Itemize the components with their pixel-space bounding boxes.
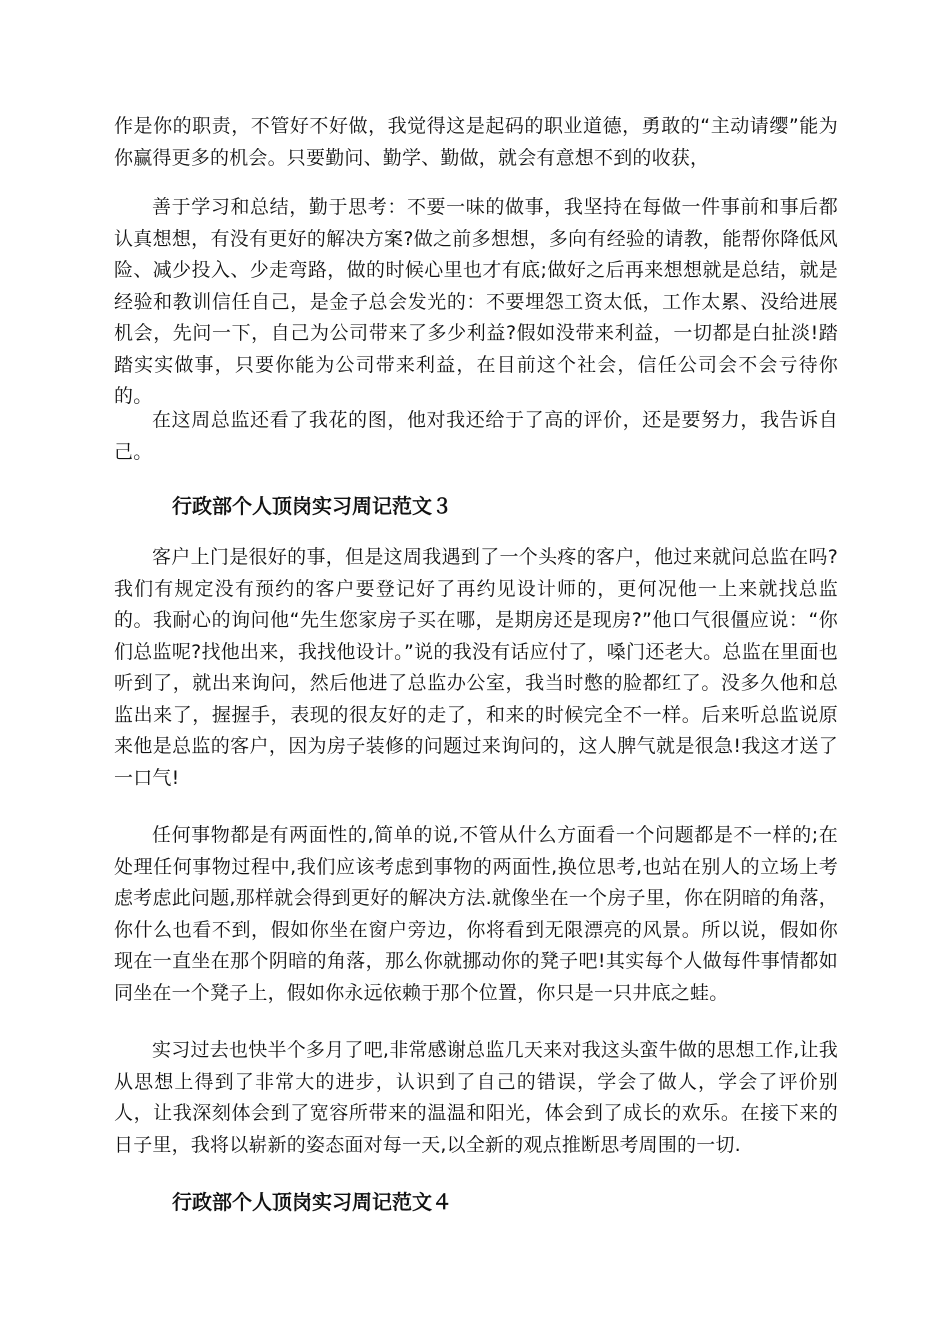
paragraph-continuation: 作是你的职责，不管好不好做，我觉得这是起码的职业道德，勇敢的“主动请缨”能为你赢得更多的机会。只要勤问、勤学、勤做，就会有意想不到的收获， (114, 115, 838, 169)
paragraph-director-review: 在这周总监还看了我花的图，他对我还给于了高的评价，还是要努力，我告诉自己。 (114, 409, 838, 463)
section-heading-4: 行政部个人顶岗实习周记范文４ (172, 1190, 452, 1214)
paragraph-half-month-reflection: 实习过去也快半个多月了吧,非常感谢总监几天来对我这头蛮牛做的思想工作,让我从思想上得到了非常大的进步，认识到了自己的错误，学会了做人，学会了评价别人，让我深刻体会到了宽容所带来的温温和阳光，体会到了成长的欢乐。在接下来的日子里，我将以崭新的姿态面对每一天,以全新的观点推断思考周围的一切. (114, 1039, 838, 1156)
section-heading-3: 行政部个人顶岗实习周记范文３ (172, 494, 452, 518)
paragraph-difficult-client: 客户上门是很好的事，但是这周我遇到了一个头疼的客户，他过来就问总监在吗?我们有规定没有预约的客户要登记好了再约见设计师的，更何况他一上来就找总监的。我耐心的询问他“先生您家房子买在哪，是期房还是现房?”他口气很僵应说：“你们总监呢?找他出来，我找他设计。”说的我没有话应付了，嗓门还老大。总监在里面也听到了，就出来询问，然后他进了总监办公室，我当时憋的脸都红了。没多久他和总监出来了，握握手，表现的很友好的走了，和来的时候完全不一样。后来听总监说原来他是总监的客户，因为房子装修的问题过来询问的，这人脾气就是很急!我这才送了一口气! (114, 546, 838, 789)
paragraph-two-sides: 任何事物都是有两面性的,简单的说,不管从什么方面看一个问题都是不一样的;在处理任何事物过程中,我们应该考虑到事物的两面性,换位思考,也站在别人的立场上考虑考虑此问题,那样就会得到更好的解决方法.就像坐在一个房子里，你在阴暗的角落，你什么也看不到，假如你坐在窗户旁边，你将看到无限漂亮的风景。所以说，假如你现在一直坐在那个阴暗的角落，那么你就挪动你的凳子吧!其实每个人做每件事情都如同坐在一个凳子上，假如你永远依赖于那个位置，你只是一只井底之蛙。 (114, 824, 838, 1004)
paragraph-study-summary: 善于学习和总结，勤于思考：不要一味的做事，我坚持在每做一件事前和事后都认真想想，有没有更好的解决方案?做之前多想想，多向有经验的请教，能帮你降低风险、减少投入、少走弯路，做的时候心里也才有底;做好之后再来想想就是总结，就是经验和教训信任自己，是金子总会发光的：不要埋怨工资太低，工作太累、没给进展机会，先问一下，自己为公司带来了多少利益?假如没带来利益，一切都是白扯淡!踏踏实实做事，只要你能为公司带来利益，在目前这个社会，信任公司会不会亏待你的。 (114, 196, 838, 407)
